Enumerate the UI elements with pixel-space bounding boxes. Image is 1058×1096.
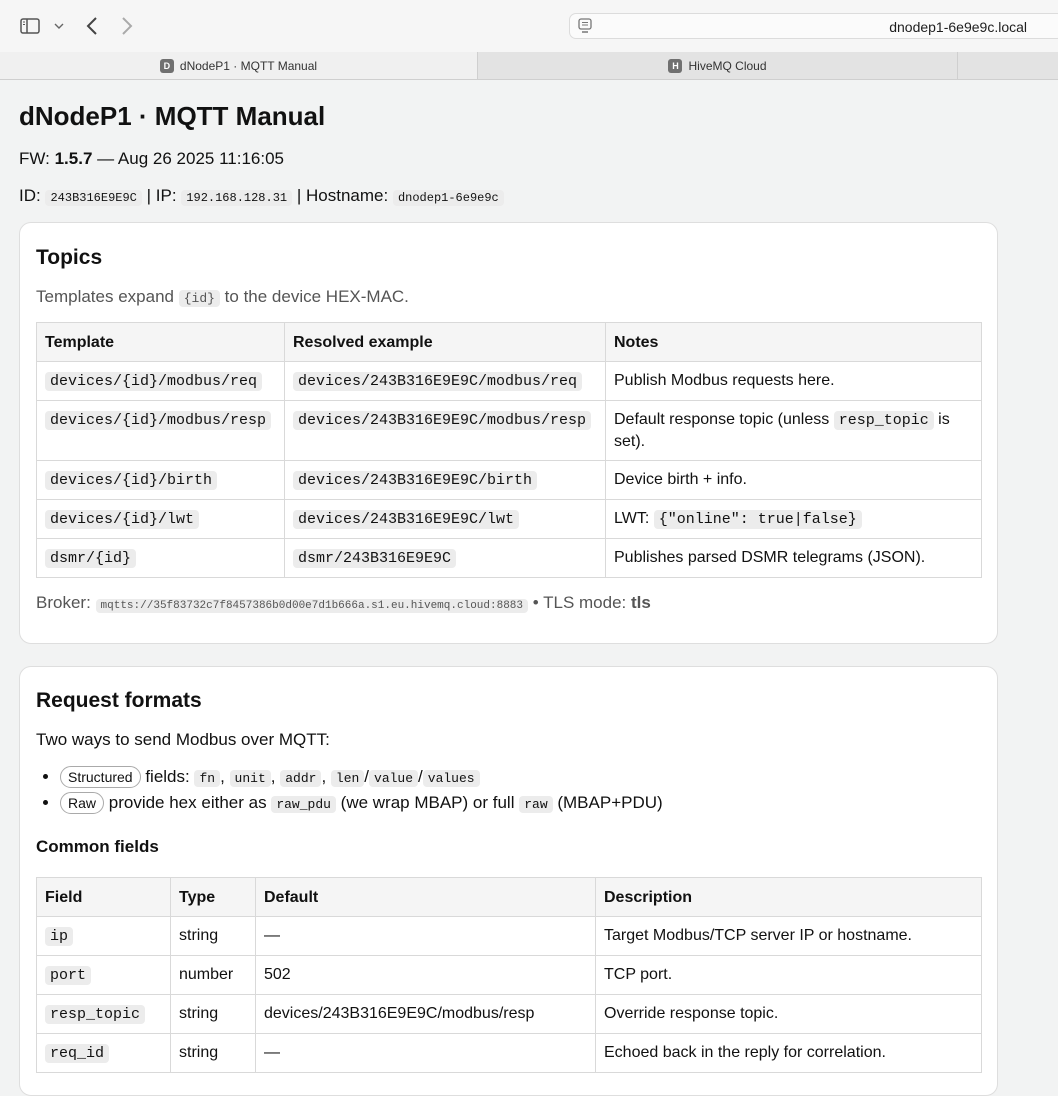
- table-row: [37, 461, 982, 500]
- table-row: [37, 995, 982, 1034]
- column-header: Field: [37, 878, 171, 917]
- format-list: [36, 765, 980, 817]
- field-type: string: [171, 917, 256, 956]
- field-code: addr: [280, 770, 321, 787]
- field-type: number: [171, 956, 256, 995]
- table-row: [37, 539, 982, 578]
- topic-resolved: devices/243B316E9E9C/birth: [293, 471, 537, 490]
- topic-resolved: devices/243B316E9E9C/modbus/req: [293, 372, 582, 391]
- chevron-down-icon[interactable]: [47, 14, 71, 38]
- field-default: 502: [256, 956, 596, 995]
- topic-resolved: devices/243B316E9E9C/lwt: [293, 510, 519, 529]
- field-name: port: [45, 966, 91, 985]
- device-info-line: [19, 186, 504, 206]
- hostname-label: | Hostname:: [296, 186, 389, 205]
- broker-label: Broker:: [36, 593, 91, 612]
- field-type: string: [171, 1034, 256, 1073]
- list-item: [60, 791, 980, 817]
- table-row: [37, 401, 982, 461]
- topic-template: dsmr/{id}: [45, 549, 136, 568]
- list-item: • Structured fields: fn , unit , addr , len / value / values: [60, 765, 980, 791]
- notes-text: Default response topic (unless: [614, 411, 830, 428]
- field-default: —: [256, 1034, 596, 1073]
- page-icon: [578, 18, 592, 37]
- ip-label: | IP:: [146, 186, 177, 205]
- page-content: [0, 80, 1058, 1080]
- tab-title: HiveMQ Cloud: [688, 58, 767, 73]
- topics-card: [19, 222, 998, 644]
- favicon: D: [160, 59, 174, 73]
- request-formats-heading: Request formats: [36, 689, 202, 712]
- device-ip: 192.168.128.31: [181, 190, 292, 206]
- field-name: req_id: [45, 1044, 109, 1063]
- device-hostname: dnodep1-6e9e9c: [393, 190, 504, 206]
- list-text: (MBAP+PDU): [557, 793, 663, 812]
- favicon: H: [668, 59, 682, 73]
- notes-text: LWT:: [614, 510, 650, 527]
- table-row: [37, 917, 982, 956]
- field-description: Override response topic.: [596, 995, 982, 1034]
- field-code: values: [423, 770, 480, 787]
- column-header: Notes: [606, 323, 982, 362]
- topic-notes: [606, 401, 982, 461]
- column-header: Type: [171, 878, 256, 917]
- topic-template: devices/{id}/modbus/resp: [45, 411, 271, 430]
- url-text: dnodep1-6e9e9c.local: [889, 19, 1027, 35]
- sidebar-toggle-icon[interactable]: [18, 14, 42, 38]
- list-text: (we wrap MBAP) or full: [340, 793, 515, 812]
- fw-label: FW:: [19, 149, 50, 168]
- tab-title: dNodeP1 · MQTT Manual: [179, 58, 318, 73]
- tab-bar: [0, 52, 1058, 80]
- request-formats-card: [19, 666, 998, 1096]
- common-fields-heading: Common fields: [36, 837, 159, 856]
- field-code: raw_pdu: [271, 796, 336, 813]
- notes-code: resp_topic: [834, 411, 934, 430]
- field-code: len: [331, 770, 364, 787]
- topics-heading: Topics: [36, 246, 103, 269]
- notes-code: {"online": true|false}: [654, 510, 862, 529]
- topic-resolved: devices/243B316E9E9C/modbus/resp: [293, 411, 591, 430]
- browser-toolbar: [0, 0, 1058, 52]
- intro-code: {id}: [179, 290, 220, 307]
- table-row: [37, 500, 982, 539]
- field-code: fn: [194, 770, 220, 787]
- topic-template: devices/{id}/modbus/req: [45, 372, 262, 391]
- firmware-line: [19, 149, 284, 169]
- id-label: ID:: [19, 186, 41, 205]
- field-description: TCP port.: [596, 956, 982, 995]
- tls-value: tls: [631, 593, 651, 612]
- topic-resolved: dsmr/243B316E9E9C: [293, 549, 456, 568]
- page-title: dNodeP1 · MQTT Manual: [19, 101, 326, 131]
- list-text: provide hex either as: [108, 793, 267, 812]
- forward-icon[interactable]: [115, 14, 139, 38]
- field-description: Echoed back in the reply for correlation.: [596, 1034, 982, 1073]
- intro-text: Templates expand: [36, 287, 174, 306]
- address-bar[interactable]: [569, 13, 1058, 39]
- tab-mqtt-manual[interactable]: [0, 52, 478, 79]
- topics-table: [36, 322, 982, 578]
- field-name: ip: [45, 927, 73, 946]
- topic-notes: Device birth + info.: [606, 461, 982, 500]
- topics-intro: [36, 287, 409, 307]
- topic-notes: Publish Modbus requests here.: [606, 362, 982, 401]
- field-code: unit: [230, 770, 271, 787]
- tls-label: • TLS mode:: [532, 593, 627, 612]
- table-header-row: [37, 878, 982, 917]
- field-code: value: [369, 770, 418, 787]
- column-header: Resolved example: [285, 323, 606, 362]
- request-formats-intro: Two ways to send Modbus over MQTT:: [36, 730, 330, 749]
- field-code: raw: [519, 796, 552, 813]
- fw-date: — Aug 26 2025 11:16:05: [97, 149, 284, 168]
- topic-notes: Publishes parsed DSMR telegrams (JSON).: [606, 539, 982, 578]
- structured-pill: Structured: [60, 766, 141, 788]
- table-row: [37, 1034, 982, 1073]
- device-id: 243B316E9E9C: [45, 190, 141, 206]
- table-row: [37, 362, 982, 401]
- table-header-row: [37, 323, 982, 362]
- list-text: fields:: [145, 767, 190, 786]
- column-header: Default: [256, 878, 596, 917]
- intro-text: to the device HEX-MAC.: [224, 287, 409, 306]
- common-fields-table: [36, 877, 982, 1073]
- field-type: string: [171, 995, 256, 1034]
- broker-url: mqtts://35f83732c7f8457386b0d00e7d1b666a.s1.eu.hivemq.cloud:8883: [96, 599, 528, 613]
- back-icon[interactable]: [80, 14, 104, 38]
- tab-hivemq[interactable]: [478, 52, 958, 79]
- notes-text: is set).: [614, 411, 950, 450]
- field-description: Target Modbus/TCP server IP or hostname.: [596, 917, 982, 956]
- topic-notes: [606, 500, 982, 539]
- raw-pill: Raw: [60, 792, 104, 814]
- table-row: [37, 956, 982, 995]
- field-default: —: [256, 917, 596, 956]
- fw-version: 1.5.7: [54, 149, 93, 168]
- broker-line: [36, 593, 651, 613]
- field-name: resp_topic: [45, 1005, 145, 1024]
- topic-template: devices/{id}/lwt: [45, 510, 199, 529]
- topic-template: devices/{id}/birth: [45, 471, 217, 490]
- field-default: devices/243B316E9E9C/modbus/resp: [256, 995, 596, 1034]
- column-header: Description: [596, 878, 982, 917]
- column-header: Template: [37, 323, 285, 362]
